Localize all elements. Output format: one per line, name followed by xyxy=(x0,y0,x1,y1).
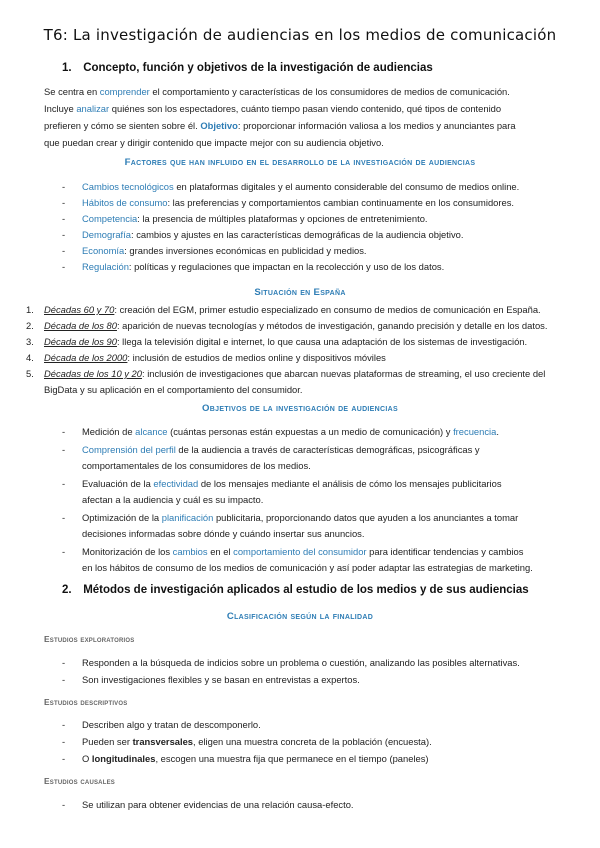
exploratorios-list xyxy=(82,655,582,688)
page-title: T6: La investigación de audiencias en los medios de comunicación xyxy=(43,26,557,44)
factores-heading: Factores que han influido en el desarrollo de la investigación de audiencias xyxy=(124,157,476,168)
espana-heading: Situación en España xyxy=(254,287,346,298)
list-item: - Responden a la búsqueda de indicios sobre un problema o cuestión, analizando las posibles alternativas. xyxy=(82,655,582,671)
list-item: - Evaluación de la efectividad de los mensajes mediante el análisis de cómo los mensajes publicitarios afectan a la audiencia y cuál es su impacto. xyxy=(82,476,582,508)
list-item: 5. Décadas de los 10 y 20: inclusión de investigaciones que abarcan nuevas plataformas de streaming, el uso creciente del xyxy=(26,368,546,379)
list-item: - Competencia: la presencia de múltiples plataformas y opciones de entretenimiento. xyxy=(82,211,582,227)
list-item: - Hábitos de consumo: las preferencias y comportamientos cambian continuamente en los consumidores. xyxy=(82,195,582,211)
descriptivos-heading: Estudios descriptivos xyxy=(44,697,128,707)
factores-list xyxy=(82,179,582,275)
list-item: 3. Década de los 90: llega la televisión digital e internet, lo que causa una adaptación de los sistemas de investigación. xyxy=(26,336,528,347)
list-item: - O longitudinales, escogen una muestra fija que permanece en el tiempo (paneles) xyxy=(82,751,582,767)
section-1-heading xyxy=(62,62,433,74)
section-2-number: 2. xyxy=(62,584,72,596)
espana-list xyxy=(26,302,584,398)
list-item: - Pueden ser transversales, eligen una muestra concreta de la población (encuesta). xyxy=(82,734,582,750)
list-item: - Regulación: políticas y regulaciones que impactan en la recolección y uso de los datos. xyxy=(82,259,582,275)
section-2-title: Métodos de investigación aplicados al estudio de los medios y de sus audiencias xyxy=(83,584,529,596)
list-item: - Son investigaciones flexibles y se basan en entrevistas a expertos. xyxy=(82,672,582,688)
list-item: - Cambios tecnológicos en plataformas digitales y el aumento considerable del consumo de medios online. xyxy=(82,179,582,195)
list-item: 1. Décadas 60 y 70: creación del EGM, primer estudio especializado en consumo de medios de comunicación en España. xyxy=(26,304,541,315)
section-1-number: 1. xyxy=(62,62,72,74)
list-item: - Demografía: cambios y ajustes en las características demográficas de la audiencia objetivo. xyxy=(82,227,582,243)
descriptivos-list xyxy=(82,717,582,767)
list-item: - Describen algo y tratan de descomponerlo. xyxy=(82,717,582,733)
causales-heading: Estudios causales xyxy=(44,776,115,786)
exploratorios-heading: Estudios exploratorios xyxy=(44,634,135,644)
list-item-continuation: BigData y su aplicación en el comportamiento del consumidor. xyxy=(44,384,303,395)
list-item: - Comprensión del perfil de la audiencia a través de características demográficas, psicográficas y comportamentales de los consumidores de los medios. xyxy=(82,442,582,474)
causales-list xyxy=(82,797,582,813)
section-1-title: Concepto, función y objetivos de la investigación de audiencias xyxy=(83,62,433,74)
list-item: 2. Década de los 80: aparición de nuevas tecnologías y métodos de investigación, ganando precisión y detalle en los datos. xyxy=(26,320,548,331)
list-item: 4. Década de los 2000: inclusión de estudios de medios online y dispositivos móviles xyxy=(26,352,386,363)
intro-paragraph: Se centra en comprender el comportamiento y características de los consumidores de medios de comunicación. Incluye analizar quiénes son los espectadores, cuánto tiempo pasan viendo contenido, qué tipos de contenido prefieren y cómo se sienten sobre él. Objetivo: proporcionar información valiosa a los medios y anunciantes para que puedan crear y dirigir contenido que impacte mejor con su audiencia objetivo. xyxy=(44,86,516,148)
objetivos-heading: Objetivos de la investigación de audiencias xyxy=(202,403,398,414)
clasificacion-heading: Clasificación según la finalidad xyxy=(226,611,374,622)
section-2-heading xyxy=(62,584,529,596)
list-item: - Economía: grandes inversiones económicas en publicidad y medios. xyxy=(82,243,582,259)
list-item: - Monitorización de los cambios en el comportamiento del consumidor para identificar tendencias y cambios en los hábitos de consumo de los medios de comunicación y así poder adaptar las estrategias de marketing. xyxy=(82,544,582,576)
list-item: - Optimización de la planificación publicitaria, proporcionando datos que ayuden a los anunciantes a tomar decisiones informadas sobre dónde y cuándo insertar sus anuncios. xyxy=(82,510,582,542)
list-item: - Medición de alcance (cuántas personas están expuestas a un medio de comunicación) y frecuencia. xyxy=(82,424,582,440)
list-item: - Se utilizan para obtener evidencias de una relación causa-efecto. xyxy=(82,797,582,813)
objetivos-list xyxy=(82,424,582,576)
